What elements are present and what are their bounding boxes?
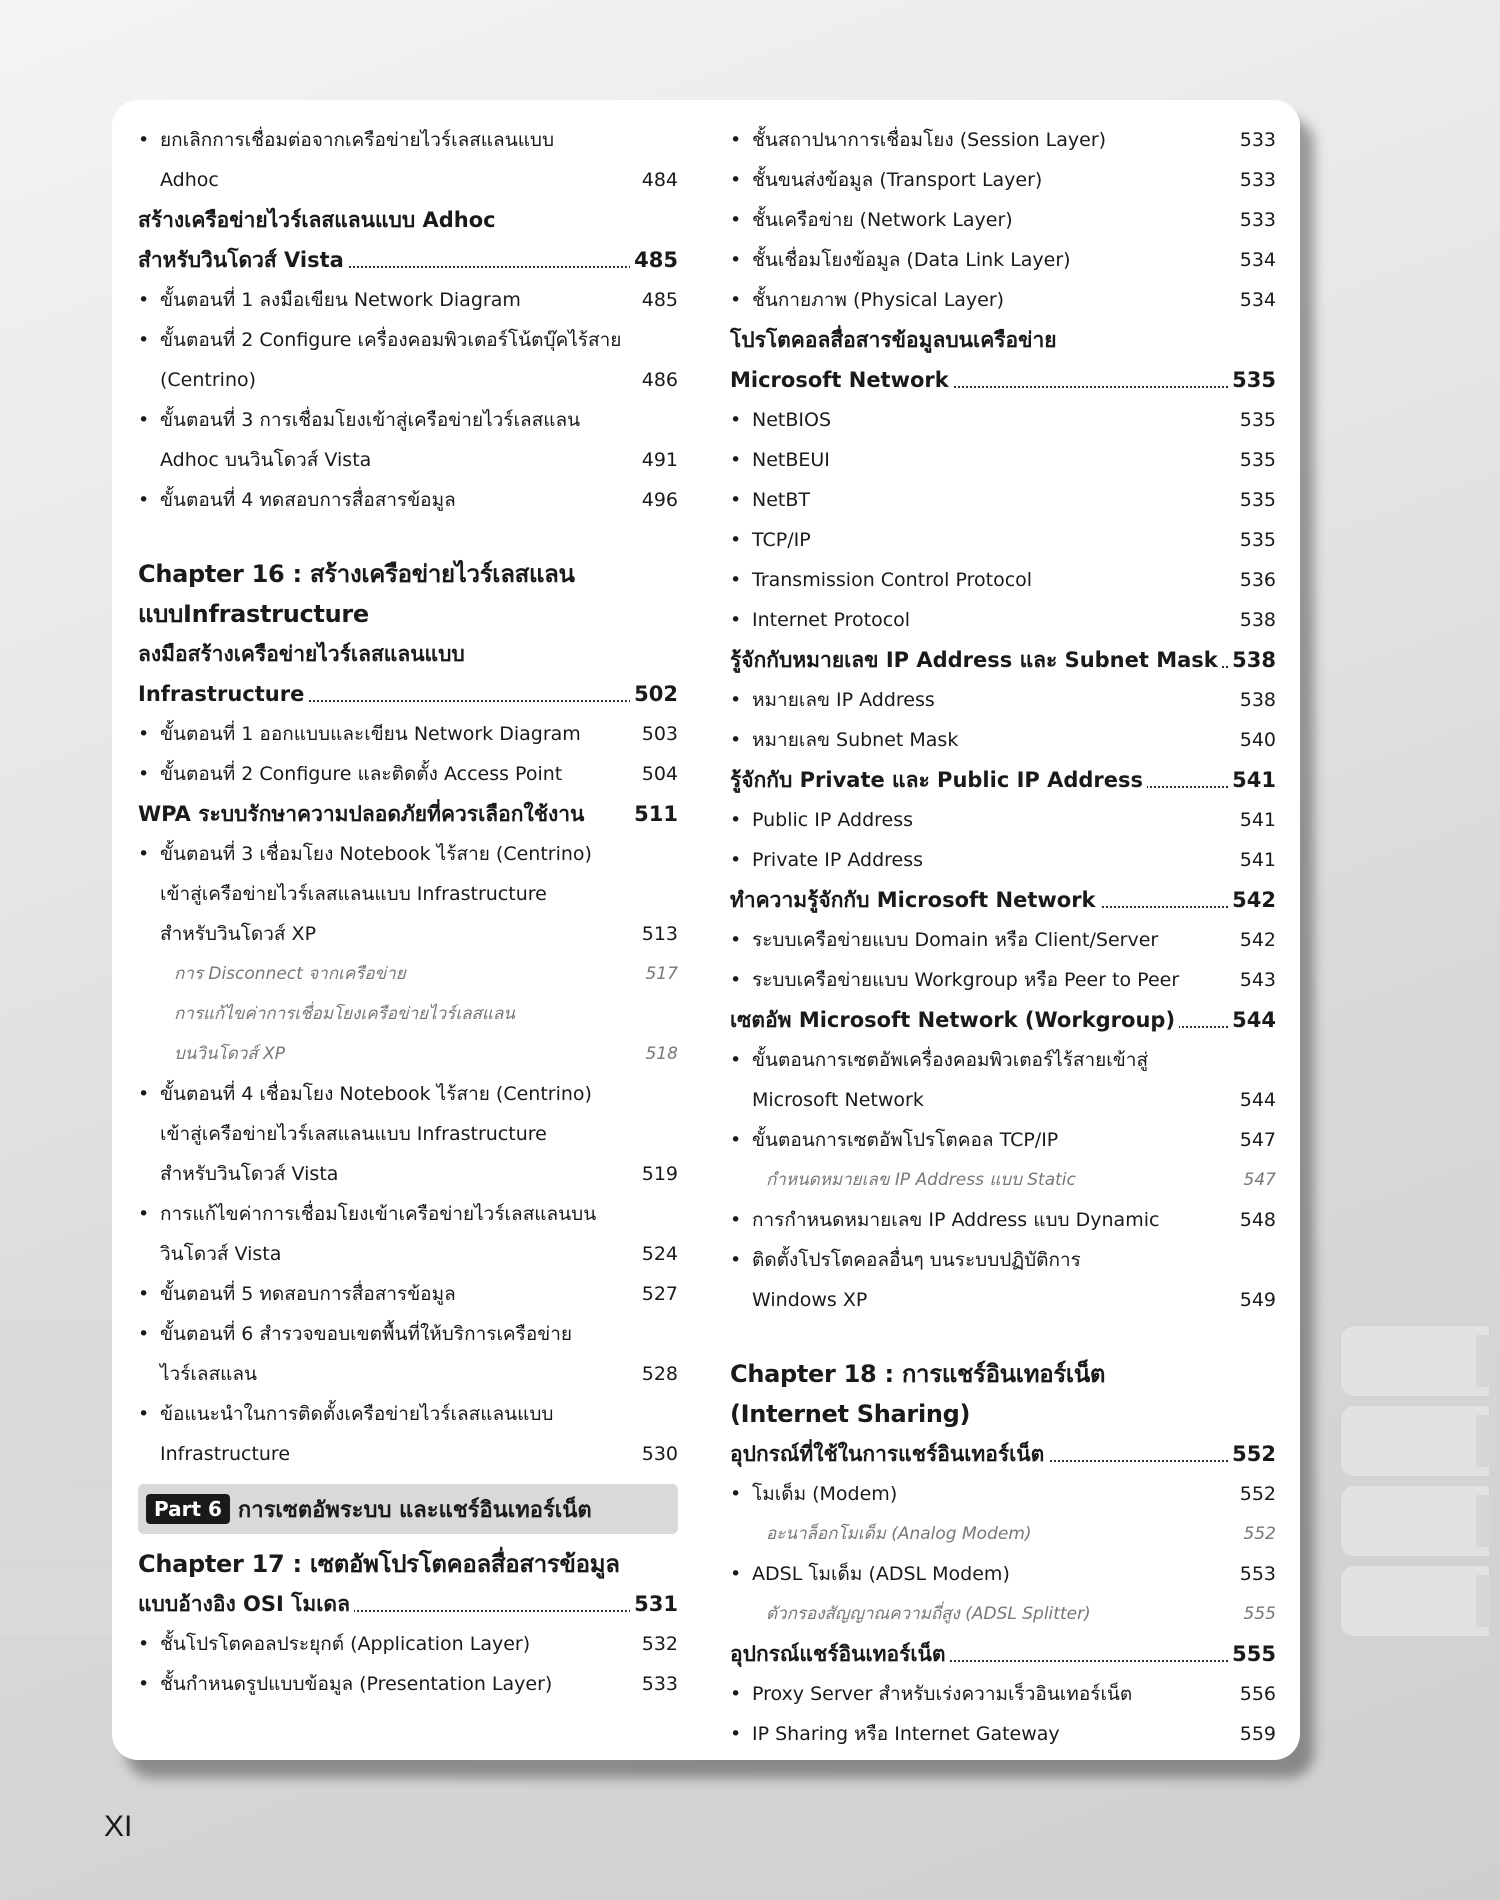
entry-page: 533 [641,1673,678,1695]
entry-page: 533 [1239,129,1276,151]
entry-page: 504 [641,763,678,785]
bullet-icon: • [730,609,742,631]
bullet-icon: • [730,1249,742,1271]
part-banner [138,1484,678,1534]
entry-page: 541 [1239,809,1276,831]
entry-page: 511 [630,794,678,834]
entry-title: วินโดวส์ Vista [160,1243,282,1265]
entry-page: 555 [1228,1634,1276,1674]
bullet-icon: • [730,489,742,511]
entry-title: ขั้นตอนที่ 1 ลงมือเขียน Network Diagram [160,289,521,311]
entry-page: 535 [1239,489,1276,511]
toc-subentry[interactable] [138,400,678,440]
toc-subentry[interactable] [138,1194,678,1234]
entry-page: 534 [1239,249,1276,271]
bullet-icon: • [138,723,150,745]
toc-subentry[interactable] [730,400,1276,440]
entry-title: แบบอ้างอิง OSI โมเดล [138,1584,354,1624]
bullet-icon: • [730,1563,742,1585]
entry-title: Infrastructure [160,1443,291,1465]
spacer [138,520,678,554]
toc-subentry[interactable] [138,1624,678,1664]
entry-title: ชั้นเครือข่าย (Network Layer) [752,209,1013,231]
toc-right-column [730,120,1276,1754]
toc-section-heading[interactable] [138,674,678,714]
chapter-title: แบบInfrastructure [138,600,369,628]
bullet-icon: • [138,763,150,785]
side-tab [1340,1405,1490,1477]
entry-title: ยกเลิกการเชื่อมต่อจากเครือข่ายไวร์เลสแลนแบบ [160,129,555,151]
entry-page: 485 [630,240,678,280]
toc-subentry-continued[interactable] [138,1434,678,1474]
entry-page: 535 [1239,409,1276,431]
entry-page: 534 [1239,289,1276,311]
entry-title: Adhoc บนวินโดวส์ Vista [160,449,372,471]
toc-section-heading[interactable] [138,200,678,240]
chapter-title: (Internet Sharing) [730,1400,971,1428]
entry-page: 484 [641,169,678,191]
part-title: การเซตอัพระบบ และแชร์อินเทอร์เน็ต [237,1497,592,1523]
side-tab [1340,1325,1490,1397]
bullet-icon: • [730,929,742,951]
entry-title: กำหนดหมายเลข IP Address แบบ Static [766,1170,1076,1190]
entry-page: 538 [1228,640,1276,680]
entry-title: ADSL โมเด็ม (ADSL Modem) [752,1563,1010,1585]
toc-subentry[interactable] [730,960,1276,1000]
toc-subentry[interactable] [730,600,1276,640]
toc-section-heading[interactable] [730,1634,1276,1674]
decorative-strip [0,1565,120,1637]
bullet-icon: • [138,1283,150,1305]
entry-page: 548 [1239,1209,1276,1231]
entry-title: โปรโตคอลสื่อสารข้อมูลบนเครือข่าย [730,320,1061,360]
entry-title: การแก้ไขค่าการเชื่อมโยงเข้าเครือข่ายไวร์เลสแลนบน [160,1203,597,1225]
bullet-icon: • [138,1673,150,1695]
bullet-icon: • [730,849,742,871]
entry-title: ข้อแนะนำในการติดตั้งเครือข่ายไวร์เลสแลนแบบ [160,1403,554,1425]
toc-subentry[interactable] [138,1314,678,1354]
bullet-icon: • [730,169,742,191]
entry-title: อุปกรณ์แชร์อินเทอร์เน็ต [730,1634,950,1674]
entry-title: Transmission Control Protocol [752,569,1033,591]
toc-subsubentry[interactable] [138,1034,678,1074]
entry-title: สำหรับวินโดวส์ XP [160,923,317,945]
toc-subentry[interactable] [138,1274,678,1314]
entry-title: ไวร์เลสแลน [160,1363,258,1385]
bullet-icon: • [138,843,150,865]
entry-title: NetBIOS [752,409,832,431]
entry-title: ขั้นตอนที่ 3 เชื่อมโยง Notebook ไร้สาย (Centrino) [160,843,592,865]
bullet-icon: • [730,1049,742,1071]
entry-title: Private IP Address [752,849,924,871]
toc-subentry[interactable] [730,1200,1276,1240]
entry-title: การแก้ไขค่าการเชื่อมโยงเครือข่ายไวร์เลสแลน [174,1004,515,1024]
bullet-icon: • [730,209,742,231]
entry-page: 555 [1243,1604,1276,1624]
toc-section-heading[interactable] [138,634,678,674]
toc-subentry[interactable] [730,280,1276,320]
entry-title: TCP/IP [752,529,811,551]
entry-title: ทำความรู้จักกับ Microsoft Network [730,880,1100,920]
bullet-icon: • [730,529,742,551]
toc-subsubentry[interactable] [138,954,678,994]
entry-page: 559 [1239,1723,1276,1745]
entry-page: 486 [641,369,678,391]
bullet-icon: • [730,689,742,711]
entry-title: ระบบเครือข่ายแบบ Domain หรือ Client/Server [752,929,1159,951]
bullet-icon: • [730,1129,742,1151]
chapter-title: Chapter 17 : เซตอัพโปรโตคอลสื่อสารข้อมูล [138,1550,620,1578]
toc-left-column [138,120,678,1704]
entry-title: เข้าสู่เครือข่ายไวร์เลสแลนแบบ Infrastructure [160,1123,547,1145]
chapter-title: Chapter 18 : การแชร์อินเทอร์เน็ต [730,1360,1106,1388]
entry-page: 541 [1228,760,1276,800]
side-tab [1340,1565,1490,1637]
bullet-icon: • [730,1683,742,1705]
entry-page: 549 [1239,1289,1276,1311]
toc-subentry[interactable] [730,1120,1276,1160]
toc-subentry-continued[interactable] [138,440,678,480]
entry-title: ระบบเครือข่ายแบบ Workgroup หรือ Peer to Peer [752,969,1180,991]
toc-subentry-continued[interactable] [138,1154,678,1194]
toc-subentry-continued[interactable] [138,914,678,954]
bullet-icon: • [138,329,150,351]
entry-title: Infrastructure [138,674,308,714]
entry-page: 530 [641,1443,678,1465]
entry-title: Adhoc [160,169,219,191]
entry-title: ขั้นตอนที่ 2 Configure และติดตั้ง Access Point [160,763,563,785]
entry-title: ขั้นตอนการเซตอัพโปรโตคอล TCP/IP [752,1129,1059,1151]
toc-subentry[interactable] [138,1074,678,1114]
entry-title: ขั้นตอนที่ 1 ออกแบบและเขียน Network Diagram [160,723,581,745]
toc-subentry[interactable] [730,240,1276,280]
entry-page: 552 [1239,1483,1276,1505]
entry-page: 491 [641,449,678,471]
entry-title: ขั้นตอนที่ 5 ทดสอบการสื่อสารข้อมูล [160,1283,456,1305]
toc-subentry[interactable] [138,1394,678,1434]
toc-subentry[interactable] [730,680,1276,720]
toc-section-heading[interactable] [730,320,1276,360]
toc-subentry[interactable] [730,720,1276,760]
entry-title: การ Disconnect จากเครือข่าย [174,964,406,984]
entry-title: ชั้นกายภาพ (Physical Layer) [752,289,1005,311]
entry-title: (Centrino) [160,369,257,391]
entry-title: WPA ระบบรักษาความปลอดภัยที่ควรเลือกใช้งาน [138,794,588,834]
toc-subentry[interactable] [730,920,1276,960]
entry-page: 535 [1239,529,1276,551]
entry-title: ขั้นตอนที่ 4 ทดสอบการสื่อสารข้อมูล [160,489,456,511]
toc-subentry[interactable] [138,280,678,320]
toc-subentry[interactable] [730,520,1276,560]
bullet-icon: • [138,489,150,511]
entry-title: สำหรับวินโดวส์ Vista [138,240,348,280]
bullet-icon: • [730,1723,742,1745]
bullet-icon: • [138,1633,150,1655]
toc-subentry[interactable] [138,320,678,360]
toc-subentry[interactable] [138,120,678,160]
entry-title: เข้าสู่เครือข่ายไวร์เลสแลนแบบ Infrastructure [160,883,547,905]
toc-subentry-continued[interactable] [138,874,678,914]
bullet-icon: • [730,569,742,591]
entry-page: 543 [1239,969,1276,991]
entry-title: โมเด็ม (Modem) [752,1483,898,1505]
entry-title: Public IP Address [752,809,914,831]
entry-page: 535 [1228,360,1276,400]
entry-page: 542 [1228,880,1276,920]
toc-section-heading[interactable] [138,240,678,280]
toc-subsubentry[interactable] [730,1594,1276,1634]
entry-title: รู้จักกับ Private และ Public IP Address [730,760,1147,800]
toc-subentry[interactable] [730,480,1276,520]
decorative-strip [0,1325,120,1397]
entry-page: 544 [1228,1000,1276,1040]
toc-subentry[interactable] [730,440,1276,480]
bullet-icon: • [730,249,742,271]
toc-section-heading[interactable] [138,794,678,834]
toc-section-heading[interactable] [138,1584,678,1624]
entry-page: 541 [1239,849,1276,871]
toc-subentry-continued[interactable] [138,1354,678,1394]
entry-title: ติดตั้งโปรโตคอลอื่นๆ บนระบบปฏิบัติการ [752,1249,1081,1271]
entry-title: ชั้นกำหนดรูปแบบข้อมูล (Presentation Layer) [160,1673,553,1695]
toc-section-heading[interactable] [730,1434,1276,1474]
toc-subentry[interactable] [138,1664,678,1704]
entry-page: 538 [1239,689,1276,711]
entry-title: ชั้นสถาปนาการเชื่อมโยง (Session Layer) [752,129,1107,151]
entry-title: ชั้นขนส่งข้อมูล (Transport Layer) [752,169,1043,191]
toc-section-heading[interactable] [730,360,1276,400]
bullet-icon: • [730,969,742,991]
entry-title: NetBEUI [752,449,830,471]
entry-page: 519 [641,1163,678,1185]
entry-title: ขั้นตอนการเซตอัพเครื่องคอมพิวเตอร์ไร้สายเข้าสู่ [752,1049,1149,1071]
bullet-icon: • [138,1083,150,1105]
entry-page: 553 [1239,1563,1276,1585]
toc-subentry[interactable] [730,800,1276,840]
entry-title: Windows XP [752,1289,868,1311]
entry-title: Proxy Server สำหรับเร่งความเร็วอินเทอร์เน็ต [752,1683,1133,1705]
bullet-icon: • [730,449,742,471]
toc-section-heading[interactable] [730,1000,1276,1040]
entry-page: 517 [645,964,678,984]
entry-title: ชั้นเชื่อมโยงข้อมูล (Data Link Layer) [752,249,1071,271]
bullet-icon: • [730,1483,742,1505]
entry-title: อุปกรณ์ที่ใช้ในการแชร์อินเทอร์เน็ต [730,1434,1048,1474]
bullet-icon: • [138,289,150,311]
entry-page: 533 [1239,169,1276,191]
entry-title: สร้างเครือข่ายไวร์เลสแลนแบบ Adhoc [138,200,500,240]
entry-title: หมายเลข IP Address [752,689,935,711]
entry-title: สำหรับวินโดวส์ Vista [160,1163,339,1185]
page-number: XI [104,1810,133,1843]
bullet-icon: • [730,729,742,751]
entry-page: 528 [641,1363,678,1385]
toc-subentry[interactable] [730,1240,1276,1280]
bullet-icon: • [730,129,742,151]
toc-subentry-continued[interactable] [730,1280,1276,1320]
entry-page: 513 [641,923,678,945]
toc-subentry[interactable] [138,834,678,874]
entry-title: ตัวกรองสัญญาณความถี่สูง (ADSL Splitter) [766,1604,1091,1624]
toc-section-heading[interactable] [730,640,1276,680]
entry-page: 524 [641,1243,678,1265]
entry-title: Microsoft Network [752,1089,924,1111]
toc-subentry[interactable] [730,120,1276,160]
entry-page: 552 [1243,1524,1276,1544]
entry-title: ขั้นตอนที่ 3 การเชื่อมโยงเข้าสู่เครือข่ายไวร์เลสแลน [160,409,581,431]
toc-subentry-continued[interactable] [138,1114,678,1154]
toc-subentry-continued[interactable] [138,360,678,400]
spacer [730,1320,1276,1354]
entry-page: 502 [630,674,678,714]
entry-page: 527 [641,1283,678,1305]
entry-title: Microsoft Network [730,360,953,400]
bullet-icon: • [730,289,742,311]
entry-title: ขั้นตอนที่ 4 เชื่อมโยง Notebook ไร้สาย (Centrino) [160,1083,592,1105]
entry-title: ขั้นตอนที่ 6 สำรวจขอบเขตพื้นที่ให้บริการเครือข่าย [160,1323,573,1345]
toc-subentry[interactable] [730,560,1276,600]
bullet-icon: • [138,409,150,431]
entry-title: บนวินโดวส์ XP [174,1044,285,1064]
entry-title: หมายเลข Subnet Mask [752,729,959,751]
chapter-title: Chapter 16 : สร้างเครือข่ายไวร์เลสแลน [138,560,575,588]
toc-subentry[interactable] [730,1474,1276,1514]
entry-title: ลงมือสร้างเครือข่ายไวร์เลสแลนแบบ [138,634,469,674]
toc-subsubentry[interactable] [138,994,678,1034]
entry-page: 547 [1243,1170,1276,1190]
toc-subentry[interactable] [730,200,1276,240]
bullet-icon: • [138,1403,150,1425]
decorative-strip [0,1405,120,1477]
toc-subentry[interactable] [730,840,1276,880]
entry-page: 538 [1239,609,1276,631]
bullet-icon: • [730,409,742,431]
entry-title: เซตอัพ Microsoft Network (Workgroup) [730,1000,1179,1040]
entry-page: 518 [645,1044,678,1064]
toc-subentry[interactable] [138,480,678,520]
toc-subentry[interactable] [730,1040,1276,1080]
bullet-icon: • [138,1323,150,1345]
entry-page: 542 [1239,929,1276,951]
bullet-icon: • [730,809,742,831]
entry-title: การกำหนดหมายเลข IP Address แบบ Dynamic [752,1209,1160,1231]
entry-page: 533 [1239,209,1276,231]
entry-page: 536 [1239,569,1276,591]
entry-page: 556 [1239,1683,1276,1705]
toc-subentry-continued[interactable] [138,1234,678,1274]
toc-subentry[interactable] [138,714,678,754]
bullet-icon: • [138,129,150,151]
entry-page: 544 [1239,1089,1276,1111]
toc-subentry-continued[interactable] [730,1080,1276,1120]
toc-subentry[interactable] [730,1714,1276,1754]
toc-section-heading[interactable] [730,760,1276,800]
side-tab [1340,1485,1490,1557]
entry-page: 485 [641,289,678,311]
entry-page: 547 [1239,1129,1276,1151]
entry-title: รู้จักกับหมายเลข IP Address และ Subnet Mask [730,640,1222,680]
toc-subentry[interactable] [730,1554,1276,1594]
bullet-icon: • [138,1203,150,1225]
entry-title: IP Sharing หรือ Internet Gateway [752,1723,1060,1745]
toc-subentry[interactable] [730,1674,1276,1714]
entry-page: 531 [630,1584,678,1624]
entry-title: NetBT [752,489,810,511]
toc-subsubentry[interactable] [730,1514,1276,1554]
toc-subsubentry[interactable] [730,1160,1276,1200]
decorative-strip [0,1485,120,1557]
entry-title: ขั้นตอนที่ 2 Configure เครื่องคอมพิวเตอร์โน้ตบุ๊คไร้สาย [160,329,622,351]
entry-page: 503 [641,723,678,745]
entry-page: 535 [1239,449,1276,471]
entry-page: 540 [1239,729,1276,751]
entry-title: Internet Protocol [752,609,911,631]
bullet-icon: • [730,1209,742,1231]
entry-title: ชั้นโปรโตคอลประยุกต์ (Application Layer) [160,1633,531,1655]
entry-page: 552 [1228,1434,1276,1474]
entry-page: 532 [641,1633,678,1655]
entry-title: อะนาล็อกโมเด็ม (Analog Modem) [766,1524,1032,1544]
toc-subentry[interactable] [138,754,678,794]
toc-card [112,100,1300,1760]
toc-subentry[interactable] [730,160,1276,200]
part-badge: Part 6 [146,1494,230,1524]
entry-page: 496 [641,489,678,511]
toc-section-heading[interactable] [730,880,1276,920]
toc-subentry-continued[interactable] [138,160,678,200]
